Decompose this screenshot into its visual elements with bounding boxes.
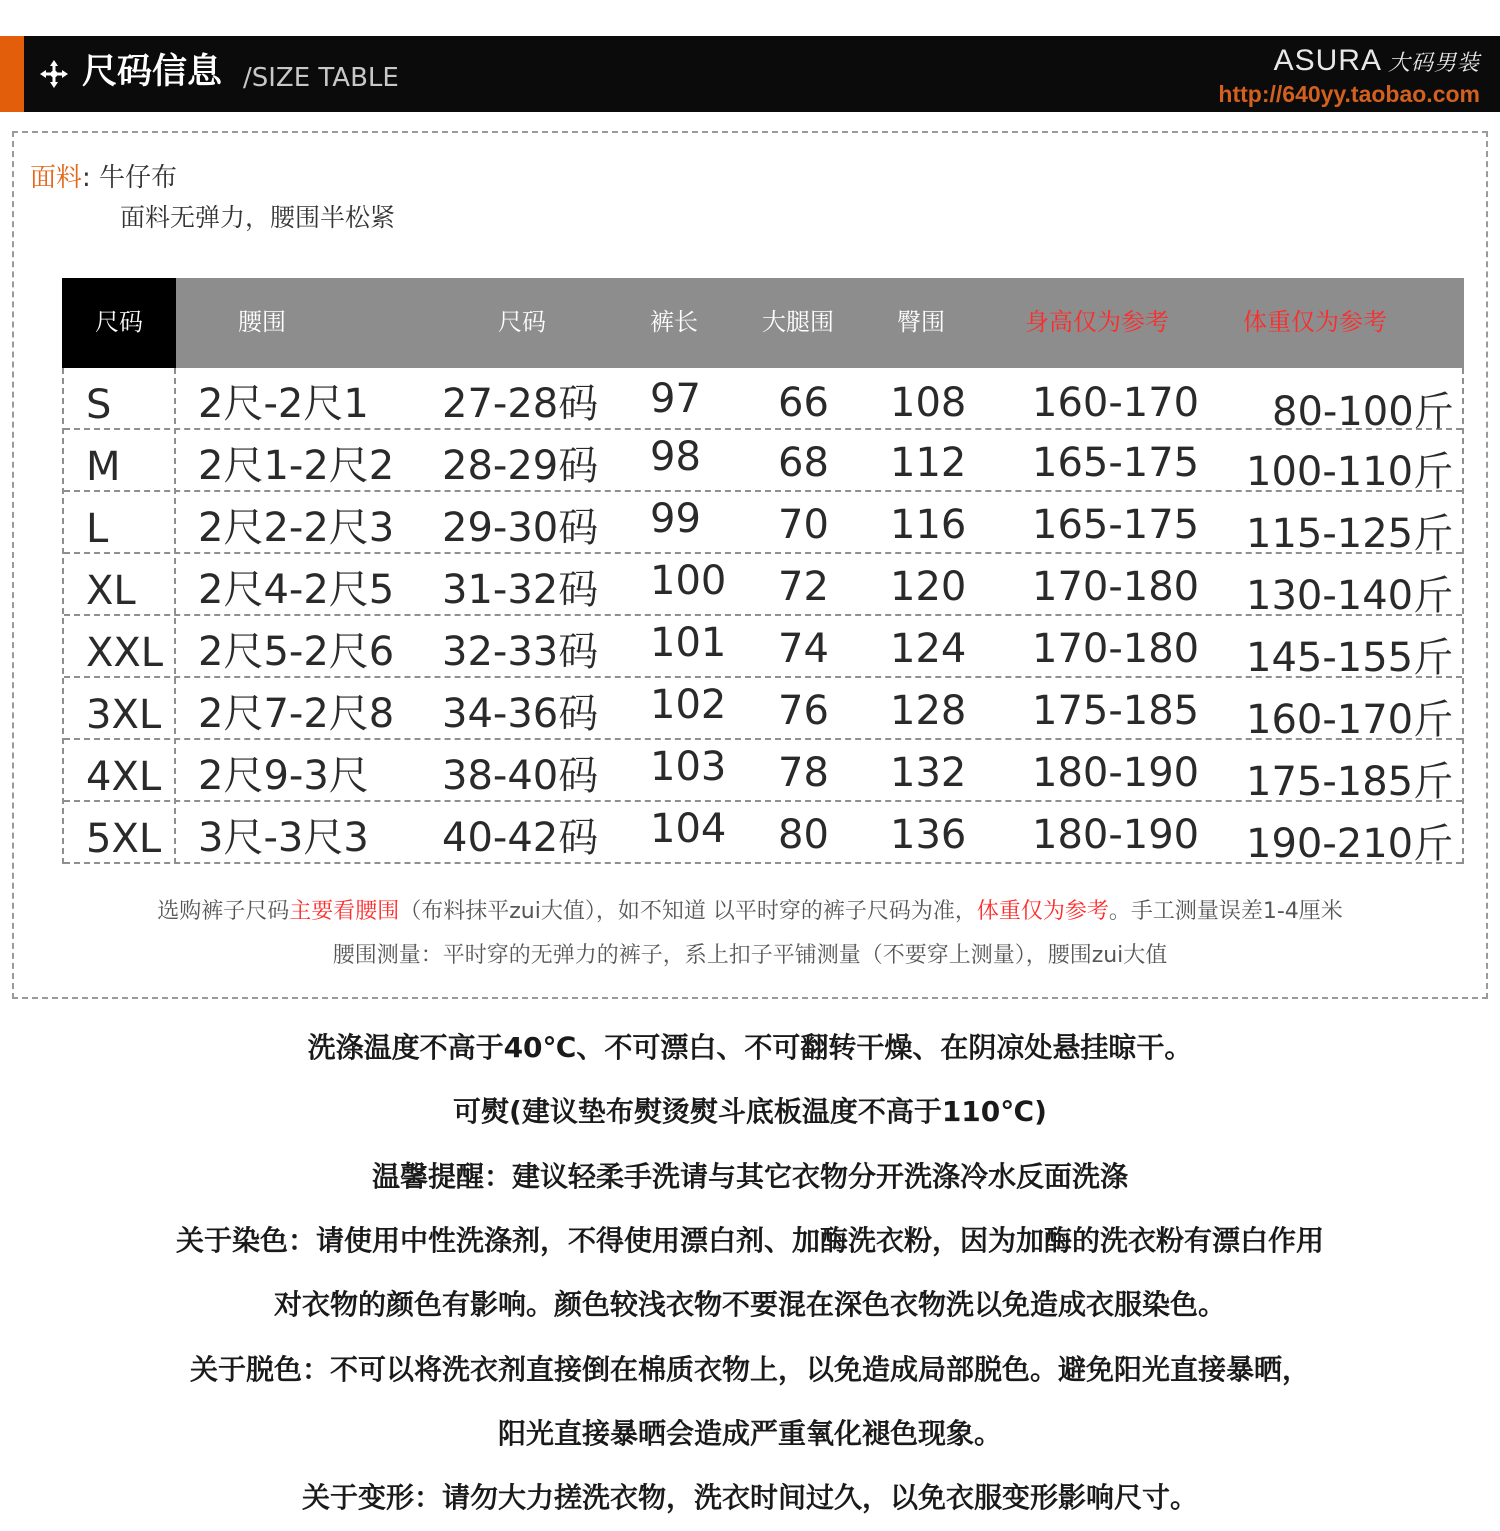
header-accent-stripe (0, 36, 24, 112)
page-subtitle: /SIZE TABLE (243, 63, 399, 93)
care-line: 温馨提醒：建议轻柔手洗请与其它衣物分开洗涤冷水反面洗涤 (371, 1160, 1128, 1193)
cell-length: 100 (650, 558, 727, 604)
fabric-note: 面料无弹力，腰围半松紧 (120, 203, 396, 232)
cell-waist: 2尺4-2尺5 (198, 567, 395, 613)
brand-name-latin: ASURA (1273, 44, 1382, 77)
care-line: 洗涤温度不高于40℃、不可漂白、不可翻转干燥、在阴凉处悬挂晾干。 (307, 1031, 1193, 1064)
care-line: 可熨(建议垫布熨烫熨斗底板温度不高于110℃) (453, 1095, 1047, 1128)
cell-thigh: 70 (778, 502, 829, 548)
table-row (64, 430, 1462, 495)
col-header-length: 裤长 (650, 308, 698, 336)
care-line: 关于脱色：不可以将洗衣剂直接倒在棉质衣物上，以免造成局部脱色。避免阳光直接暴晒， (189, 1353, 1310, 1386)
cell-code: 31-32码 (442, 567, 599, 613)
cell-thigh: 78 (778, 750, 829, 796)
col-header-weight: 体重仅为参考 (1243, 308, 1387, 336)
col-header-waist: 腰围 (238, 308, 286, 336)
col-header-thigh: 大腿围 (762, 308, 834, 336)
page-title: 尺码信息 (82, 52, 223, 92)
cell-height: 180-190 (1032, 812, 1200, 858)
table-row (64, 554, 1462, 619)
care-line: 对衣物的颜色有影响。颜色较浅衣物不要混在深色衣物洗以免造成衣服染色。 (273, 1288, 1226, 1321)
cell-length: 101 (650, 620, 727, 666)
care-line: 阳光直接暴晒会造成严重氧化褪色现象。 (497, 1417, 1002, 1450)
cell-waist: 2尺7-2尺8 (198, 691, 395, 737)
cell-size: 3XL (86, 692, 162, 738)
cell-waist: 2尺1-2尺2 (198, 443, 395, 489)
cell-waist: 2尺-2尺1 (198, 381, 369, 427)
size-note-line-2: 腰围测量：平时穿的无弹力的裤子，系上扣子平铺测量（不要穿上测量），腰围zui大值 (332, 943, 1168, 968)
note-text-a: 选购裤子尺码 (157, 899, 290, 924)
col-header-height: 身高仅为参考 (1025, 308, 1169, 336)
cell-thigh: 76 (778, 688, 829, 734)
cell-hip: 120 (890, 564, 967, 610)
cell-weight: 190-210斤 (1246, 821, 1454, 867)
cell-weight: 145-155斤 (1246, 635, 1454, 681)
cell-thigh: 66 (778, 380, 829, 426)
brand-name (1218, 44, 1480, 81)
cell-height: 170-180 (1032, 564, 1200, 610)
cell-length: 97 (650, 376, 701, 422)
table-body (62, 368, 1464, 867)
cell-hip: 124 (890, 626, 967, 672)
cell-hip: 132 (890, 750, 967, 796)
cell-weight: 175-185斤 (1246, 759, 1454, 805)
cell-thigh: 72 (778, 564, 829, 610)
cell-thigh: 68 (778, 440, 829, 486)
cell-height: 165-175 (1032, 502, 1200, 548)
cell-length: 104 (650, 806, 727, 852)
cell-code: 40-42码 (442, 815, 599, 861)
table-row (64, 802, 1462, 867)
header-bar (0, 36, 1500, 112)
cell-hip: 112 (890, 440, 967, 486)
cell-weight: 80-100斤 (1272, 389, 1454, 435)
table-row (64, 616, 1462, 681)
cell-size: 4XL (86, 754, 162, 800)
care-line: 关于变形：请勿大力搓洗衣物，洗衣时间过久，以免衣服变形影响尺寸。 (301, 1481, 1198, 1514)
fabric-info (30, 158, 396, 232)
note-highlight-weight: 体重仅为参考 (976, 899, 1109, 924)
cell-hip: 128 (890, 688, 967, 734)
cell-size: XXL (86, 630, 164, 676)
brand-url[interactable]: http://640yy.taobao.com (1218, 81, 1480, 107)
col-header-size: 尺码 (62, 278, 176, 368)
cell-code: 38-40码 (442, 753, 599, 799)
cell-length: 99 (650, 496, 701, 542)
size-note-line-1 (0, 894, 1500, 925)
cell-size: XL (86, 568, 136, 614)
cell-code: 28-29码 (442, 443, 599, 489)
size-column-divider (174, 368, 176, 864)
col-header-code: 尺码 (498, 308, 546, 336)
size-table (62, 278, 1464, 867)
cell-height: 175-185 (1032, 688, 1200, 734)
cell-length: 103 (650, 744, 727, 790)
cell-hip: 136 (890, 812, 967, 858)
cell-weight: 115-125斤 (1246, 511, 1454, 557)
cell-waist: 2尺9-3尺 (198, 753, 369, 799)
table-row (64, 740, 1462, 805)
cell-height: 165-175 (1032, 440, 1200, 486)
col-header-hip: 臀围 (897, 308, 945, 336)
cell-size: M (86, 444, 121, 490)
note-highlight-waist: 主要看腰围 (289, 899, 400, 924)
cell-thigh: 74 (778, 626, 829, 672)
cell-code: 34-36码 (442, 691, 599, 737)
fabric-label: 面料 (30, 163, 83, 193)
note-text-c: （布料抹平zui大值），如不知道 以平时穿的裤子尺码为准， (399, 899, 977, 924)
table-row (64, 492, 1462, 557)
cell-size: S (86, 382, 112, 428)
fabric-value: 牛仔布 (99, 163, 178, 193)
cell-weight: 130-140斤 (1246, 573, 1454, 619)
table-header (62, 278, 1464, 368)
brand-name-cn: 大码男装 (1387, 51, 1480, 76)
cell-size: L (86, 506, 109, 552)
cell-length: 102 (650, 682, 727, 728)
cell-waist: 3尺-3尺3 (198, 815, 369, 861)
cell-hip: 108 (890, 380, 967, 426)
brand-block (1218, 44, 1480, 107)
cell-weight: 100-110斤 (1246, 449, 1454, 495)
cell-length: 98 (650, 434, 701, 480)
table-row (64, 678, 1462, 743)
cell-waist: 2尺2-2尺3 (198, 505, 395, 551)
cell-weight: 160-170斤 (1246, 697, 1454, 743)
note-text-e: 。手工测量误差1-4厘米 (1108, 899, 1343, 924)
crosshair-arrows-icon (38, 58, 70, 90)
cell-code: 32-33码 (442, 629, 599, 675)
table-row (64, 368, 1462, 435)
cell-code: 27-28码 (442, 381, 599, 427)
fabric-colon: : (82, 163, 91, 193)
cell-height: 170-180 (1032, 626, 1200, 672)
cell-hip: 116 (890, 502, 967, 548)
cell-code: 29-30码 (442, 505, 599, 551)
cell-waist: 2尺5-2尺6 (198, 629, 395, 675)
cell-size: 5XL (86, 816, 162, 862)
cell-thigh: 80 (778, 812, 829, 858)
care-line: 关于染色：请使用中性洗涤剂，不得使用漂白剂、加酶洗衣粉，因为加酶的洗衣粉有漂白作用 (175, 1224, 1324, 1257)
cell-height: 180-190 (1032, 750, 1200, 796)
cell-height: 160-170 (1032, 380, 1200, 426)
